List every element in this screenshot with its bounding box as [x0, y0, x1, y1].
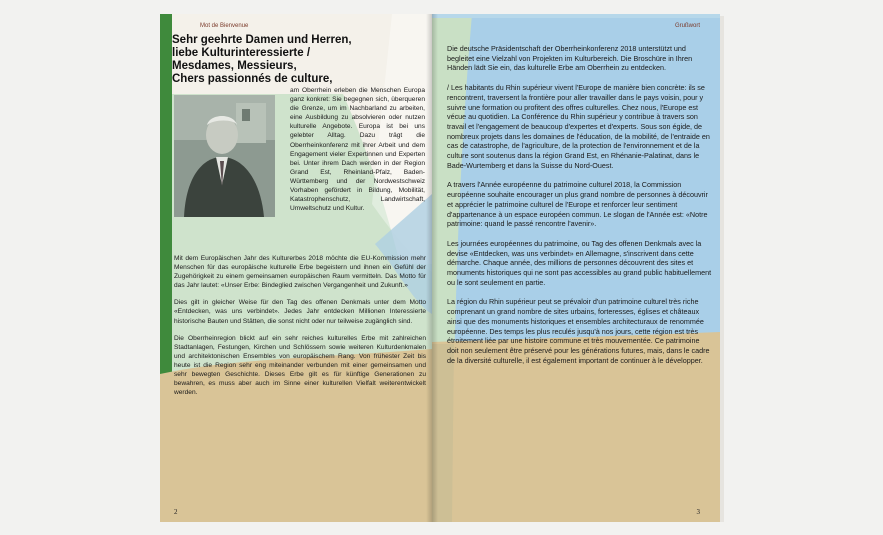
left-page-number: 2 [174, 508, 178, 516]
title-line: Chers passionnés de culture, [172, 73, 333, 85]
right-page-number: 3 [696, 508, 700, 516]
intro-text-block [290, 86, 425, 221]
body-paragraph: A travers l'Année européenne du patrimoine culturel 2018, la Commission européenne souhaite encourager un plus grand nombre de personnes à découvrir et apprécier le patrimoine culturel de l'Europe et renforcer leur sentiment d'appartenance à un espace européen commun. Le slogan de l'Année est: «Notre patrimoine: quand le passé rencontre l'avenir». [447, 180, 708, 229]
right-page-header: Grußwort [674, 23, 700, 29]
left-page-title [172, 34, 367, 86]
body-paragraph: Die Oberrheinregion blickt auf ein sehr reiches kulturelles Erbe mit zahlreichen Stadtanlagen, Festungen, Kirchen und Schlössern sowie weiteren Kulturdenkmalen und architektonischen Ensembles von europäischem Rang. Von frühester Zeit bis heute ist die Region sehr eng miteinander verbunden mit einer gemeinsamen und sehr bewegten Geschichte. Dieses Erbe gilt es für künftige Generationen zu bewahren, es muss aber auch im Sinne einer kulturellen Vielfalt weiterentwickelt werden. [174, 334, 426, 397]
intro-paragraph: am Oberrhein erleben die Menschen Europa ganz konkret: Sie begegnen sich, überqueren die Grenze, um im Nachbarland zu arbeiten, eine Ausbildung zu absolvieren oder nutzen kulturelle Angebote. Europa ist bei uns gelebter Alltag. Dazu trägt die Oberrheinkonferenz mit ihrer Arbeit und dem Engagement vieler Expertinnen und Experten bei. Unter ihrem Dach werden in der Region Grand Est, Rheinland-Pfalz, Baden-Württemberg und der Nordwestschweiz Vorhaben gefördert in Bildung, Mobilität, Katastrophenschutz, Landwirtschaft, Umweltschutz und Kultur. [290, 87, 425, 213]
left-body-text [174, 254, 426, 405]
body-paragraph: Die deutsche Präsidentschaft der Oberrheinkonferenz 2018 unterstützt und begleitet eine Vielzahl von Projekten im Kulturbereich. Die Broschüre in Ihren Händen lädt Sie ein, das kulturelle Erbe am Oberrhein zu entdecken. [447, 44, 693, 73]
book-spine-shadow [426, 14, 438, 522]
title-line: liebe Kulturinteressierte / [172, 47, 311, 59]
title-line: Mesdames, Messieurs, [172, 60, 297, 72]
title-line: Sehr geehrte Damen und Herren, [172, 34, 352, 46]
body-paragraph: La région du Rhin supérieur peut se prévaloir d'un patrimoine culturel très riche comprenant un grand nombre de sites urbains, forteresses, églises et châteaux ainsi que des monuments historiques et ensembles architecturaux de renommée européenne. Des temps les plus reculés jusqu'à nos jours, cette région est très étroitement liée par une histoire commune et très mouvementée. Ce patrimoine doit non seulement être préservé pour les générations futures, mais, dans le cadre de la diversité culturelle, il est également important de continuer à le développer. [447, 297, 710, 365]
body-paragraph: Dies gilt in gleicher Weise für den Tag des offenen Denkmals unter dem Motto «Entdecken, was uns verbindet». Jedes Jahr entdecken Millionen Interessierte historische Bauten und Stätten, die sonst nicht oder nur teilweise zugänglich sind. [174, 299, 426, 325]
body-paragraph: / Les habitants du Rhin supérieur vivent l'Europe de manière bien concrète: ils se rencontrent, traversent la frontière pour aller travailler dans le pays voisin, pour y suivre une formation ou profitent des offres culturelles. Chez nous, l'Europe est vécue au quotidien. La Conférence du Rhin supérieur y contribue à travers son travail et l'engagement de beaucoup d'expertes et d'experts. Sous son égide, de nombreux projets dans les domaines de l'éducation, de la mobilité, de l'entraide en cas de catastrophe, de l'agriculture, de la protection de l'environnement et de la culture sont soutenus dans la région Grand Est, en Rhénanie-Palatinat, dans le Bade-Wurtemberg et dans la Suisse du Nord-Ouest. [447, 83, 710, 170]
left-page-header: Mot de Bienvenue [200, 23, 249, 29]
left-page [160, 14, 432, 522]
right-body-text [447, 44, 712, 375]
right-page [432, 14, 720, 522]
page-edge [720, 16, 724, 522]
portrait-photo [174, 95, 275, 217]
body-paragraph: Les journées européennes du patrimoine, ou Tag des offenen Denkmals avec la devise «Entdecken, was uns verbindet» en Allemagne, s'inscrivent dans cette démarche. Chaque année, des millions de personnes découvrent des sites et monuments historiques qui ne sont pas accessibles au grand public habituellement ou le sont seulement en partie. [447, 238, 712, 287]
body-paragraph: Mit dem Europäischen Jahr des Kulturerbes 2018 möchte die EU-Kommission mehr Menschen für das europäische kulturelle Erbe begeistern und ihnen ein Gefühl der Zugehörigkeit zu einem gemeinsamen europäischen Raum vermitteln. Das Motto für das Jahr lautet: «Unser Erbe: Bindeglied zwischen Vergangenheit und Zukunft.» [174, 255, 426, 290]
